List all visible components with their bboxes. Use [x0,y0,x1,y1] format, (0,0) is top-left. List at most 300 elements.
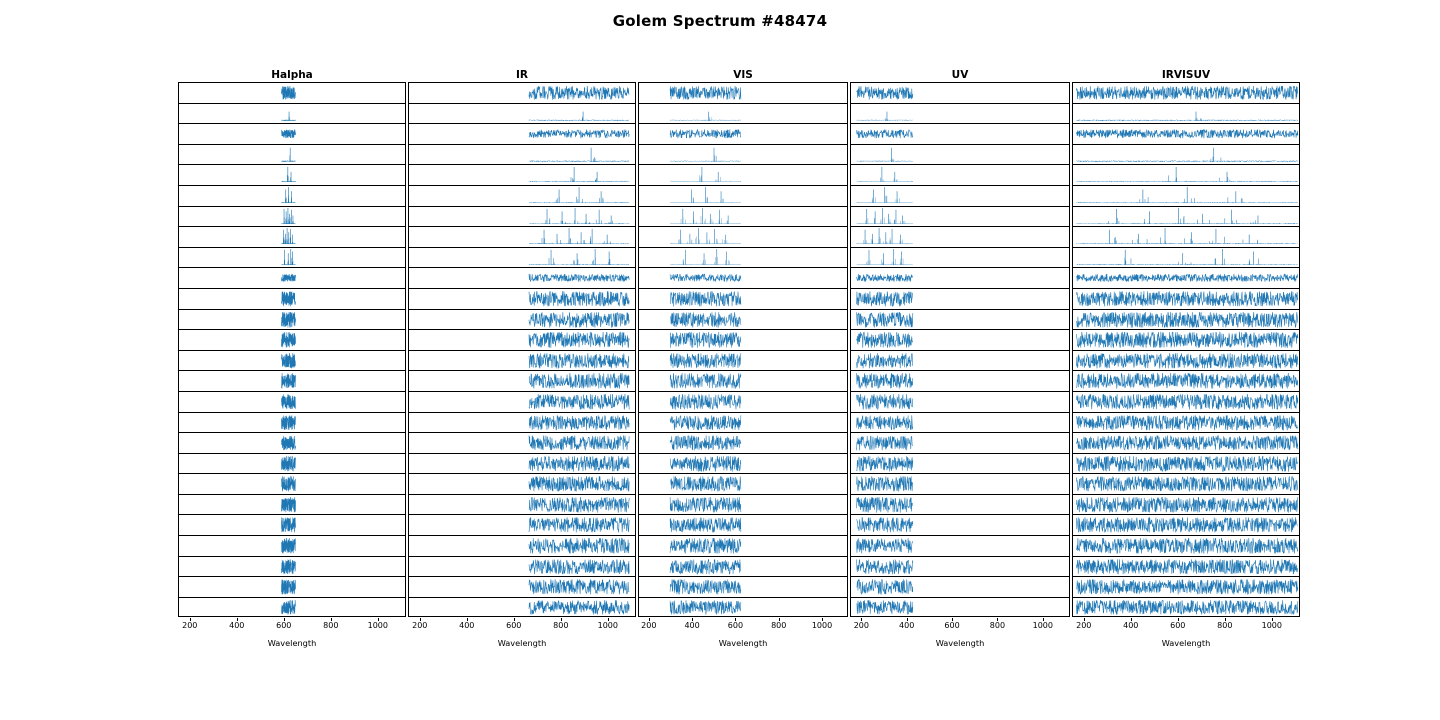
spectrum-trace [851,330,1069,350]
spectrum-panel [1072,309,1300,330]
spectrum-panel [638,453,848,474]
spectrum-panel [1072,514,1300,535]
spectrum-panel [1072,473,1300,494]
spectrum-trace [639,454,847,474]
spectrum-trace [851,474,1069,494]
spectrum-trace [851,371,1069,391]
spectrum-trace [409,495,635,515]
x-tick-label: 400 [899,620,915,630]
spectrum-panel [850,535,1070,556]
spectrum-panel [408,309,636,330]
column-title-halpha: Halpha [271,69,313,81]
spectrum-panel [1072,494,1300,515]
spectrum-trace [409,186,635,206]
spectrum-trace [639,474,847,494]
x-tick-label: 600 [944,620,960,630]
spectrum-trace [639,433,847,453]
spectrum-trace [409,474,635,494]
spectrum-trace [851,104,1069,124]
spectrum-trace [1073,83,1299,103]
spectrum-panel [1072,267,1300,288]
spectrum-trace [851,207,1069,227]
spectrum-trace [179,371,405,391]
spectrum-trace [639,289,847,309]
spectrum-panel [408,123,636,144]
spectrum-trace [1073,433,1299,453]
spectrum-panel [638,103,848,124]
spectrum-trace [179,165,405,185]
spectrum-panel [178,535,406,556]
spectrum-panel [638,494,848,515]
x-axis-label: Wavelength [718,637,768,648]
spectrum-panel [850,391,1070,412]
spectrum-panel [178,164,406,185]
x-tick-label: 600 [727,620,744,630]
spectrum-trace [179,413,405,433]
spectrum-trace [409,392,635,412]
spectrum-trace [851,351,1069,371]
spectrum-trace [1073,474,1299,494]
spectrum-trace [179,515,405,535]
spectrum-panel [638,473,848,494]
spectrum-trace [409,371,635,391]
spectrum-trace [851,454,1069,474]
spectrum-trace [179,330,405,350]
spectrum-panel [1072,206,1300,227]
spectrum-trace [851,577,1069,597]
spectrum-panel [1072,391,1300,412]
x-axis [850,618,1070,634]
spectrum-panel [850,82,1070,103]
x-tick-label: 800 [553,620,569,630]
spectrum-panel [850,412,1070,433]
spectrum-panel [408,164,636,185]
spectrum-panel [850,576,1070,597]
spectrum-trace [1073,413,1299,433]
spectrum-trace [1073,186,1299,206]
spectrum-panel [408,103,636,124]
spectrum-panel [1072,144,1300,165]
spectrum-panel [850,494,1070,515]
spectrum-trace [1073,536,1299,556]
panel-stack [1072,82,1300,618]
spectrum-panel [408,350,636,371]
spectrum-panel [178,556,406,577]
spectrum-trace [851,289,1069,309]
spectrum-trace [1073,454,1299,474]
x-tick-label: 600 [276,620,292,630]
spectrum-trace [179,598,405,617]
spectrum-trace [851,186,1069,206]
x-tick-label: 400 [1123,620,1139,630]
spectrum-trace [179,577,405,597]
x-tick-label: 200 [853,620,869,630]
spectrum-trace [179,145,405,165]
spectrum-trace [409,165,635,185]
spectrum-panel [178,514,406,535]
spectrum-trace [179,495,405,515]
spectrum-panel [850,226,1070,247]
spectrum-panel [178,576,406,597]
spectrum-column-irvisuv [1072,68,1300,648]
spectrum-trace [639,392,847,412]
spectrum-trace [1073,227,1299,247]
spectrum-trace [409,248,635,268]
x-axis [408,618,636,634]
x-tick-label: 800 [1217,620,1233,630]
spectrum-panel [1072,185,1300,206]
spectrum-trace [179,104,405,124]
spectrum-panel [638,309,848,330]
spectrum-panel [850,432,1070,453]
spectrum-panel [178,288,406,309]
spectrum-panel [638,226,848,247]
spectrum-panel [850,164,1070,185]
spectrum-panel [408,206,636,227]
spectrum-panel [408,370,636,391]
spectrum-trace [179,207,405,227]
spectrum-trace [179,227,405,247]
spectrum-panel [178,247,406,268]
spectrum-trace [1073,330,1299,350]
spectrum-panel [178,329,406,350]
spectrum-panel [638,350,848,371]
spectrum-trace [409,289,635,309]
spectrum-panel [1072,556,1300,577]
spectrum-panel [638,370,848,391]
spectrum-panel [1072,576,1300,597]
spectrum-trace [409,227,635,247]
spectrum-trace [409,145,635,165]
spectrum-panel [408,412,636,433]
x-tick-label: 1000 [811,620,833,630]
spectrum-panel [178,597,406,618]
spectrum-panel [178,350,406,371]
spectrum-panel [638,206,848,227]
spectrum-trace [639,557,847,577]
spectrum-panel [408,535,636,556]
spectrum-trace [851,124,1069,144]
spectrum-trace [409,577,635,597]
spectrum-panel [638,144,848,165]
spectrum-trace [639,351,847,371]
spectrum-trace [409,268,635,288]
spectrum-panel [638,82,848,103]
spectrum-panel [850,309,1070,330]
spectrum-column-uv [850,68,1070,648]
panel-stack [178,82,406,618]
x-axis-label: Wavelength [935,637,985,648]
spectrum-panel [178,473,406,494]
spectrum-trace [851,248,1069,268]
spectrum-panel [850,370,1070,391]
spectrum-panel [638,247,848,268]
spectrum-trace [639,83,847,103]
spectrum-trace [639,371,847,391]
x-axis [638,618,848,634]
spectrum-trace [639,536,847,556]
spectrum-trace [409,83,635,103]
spectrum-panel [850,288,1070,309]
spectrum-panel [408,267,636,288]
spectrum-trace [179,536,405,556]
spectrum-trace [639,186,847,206]
spectrum-trace [179,454,405,474]
spectrum-trace [639,310,847,330]
spectrum-trace [409,557,635,577]
spectrum-panel [408,226,636,247]
spectrum-trace [639,413,847,433]
figure-title: Golem Spectrum #48474 [612,12,828,30]
spectrum-panel [1072,123,1300,144]
spectrum-panel [1072,82,1300,103]
spectrum-panel [850,247,1070,268]
x-tick-label: 1000 [367,620,388,630]
spectrum-panel [178,267,406,288]
x-axis [178,618,406,634]
x-tick-label: 600 [506,620,522,630]
spectrum-trace [179,268,405,288]
spectrum-trace [851,536,1069,556]
spectrum-trace [851,413,1069,433]
spectrum-trace [851,515,1069,535]
spectrum-trace [851,268,1069,288]
spectrum-panel [408,514,636,535]
spectrum-panel [1072,453,1300,474]
spectrum-trace [639,495,847,515]
spectrum-panel [408,329,636,350]
spectrum-panel [178,82,406,103]
x-tick-label: 800 [771,620,787,630]
spectrum-panel [178,309,406,330]
spectrum-trace [179,289,405,309]
spectrum-panel [178,370,406,391]
spectrum-trace [1073,207,1299,227]
x-axis [1072,618,1300,634]
spectrum-trace [1073,145,1299,165]
spectrum-panel [1072,350,1300,371]
spectrum-trace [1073,104,1299,124]
x-tick-label: 800 [989,620,1006,630]
spectrum-trace [851,83,1069,103]
spectrum-panel [850,453,1070,474]
spectrum-panel [638,288,848,309]
spectrum-panel [178,432,406,453]
spectrum-panel [408,494,636,515]
x-tick-label: 200 [182,620,198,630]
spectrum-trace [639,515,847,535]
spectrum-panel [178,391,406,412]
spectrum-trace [1073,310,1299,330]
spectrum-panel [178,453,406,474]
spectrum-panel [850,473,1070,494]
spectrum-panel [1072,247,1300,268]
x-tick-label: 200 [412,620,428,630]
x-axis-label: Wavelength [497,637,547,648]
spectrum-panel [638,514,848,535]
spectrum-trace [851,598,1069,617]
x-tick-label: 400 [684,620,700,630]
x-axis-label: Wavelength [267,637,317,648]
column-title-ir: IR [516,69,528,81]
spectrum-panel [178,494,406,515]
spectrum-panel [178,123,406,144]
spectrum-trace [1073,124,1299,144]
x-tick-label: 1000 [1032,620,1053,630]
spectrum-trace [1073,351,1299,371]
spectrum-panel [638,329,848,350]
spectrum-trace [851,495,1069,515]
spectrum-panel [638,185,848,206]
spectrum-trace [1073,248,1299,268]
spectrum-trace [851,392,1069,412]
spectrum-panel [408,576,636,597]
panel-stack [638,82,848,618]
spectrum-trace [851,165,1069,185]
spectrum-panel [850,144,1070,165]
spectrum-trace [639,104,847,124]
spectrum-panel [178,103,406,124]
spectrum-trace [1073,557,1299,577]
x-tick-label: 200 [1076,620,1092,630]
spectrum-panel [850,206,1070,227]
spectrum-trace [409,207,635,227]
spectrum-panel [178,206,406,227]
spectrum-trace [639,165,847,185]
spectrum-trace [179,351,405,371]
spectrum-trace [639,227,847,247]
spectrum-panel [850,514,1070,535]
spectrum-trace [639,248,847,268]
spectrum-panel [638,556,848,577]
spectrum-trace [179,433,405,453]
x-tick-label: 600 [1170,620,1186,630]
spectrum-panel [850,597,1070,618]
spectrum-panel [408,391,636,412]
x-tick-label: 1000 [597,620,618,630]
spectrum-trace [179,186,405,206]
x-tick-label: 400 [229,620,245,630]
column-title-irvisuv: IRVISUV [1161,69,1211,81]
spectrum-trace [1073,598,1299,617]
x-tick-label: 1000 [1261,620,1282,630]
spectrum-panel [850,267,1070,288]
spectrum-panel [408,185,636,206]
spectrum-panel [408,432,636,453]
spectrum-trace [851,227,1069,247]
spectrum-trace [639,598,847,617]
spectrum-panel [638,576,848,597]
spectrum-panel [1072,329,1300,350]
spectrum-panel [1072,164,1300,185]
spectrum-trace [179,83,405,103]
spectrum-trace [639,207,847,227]
spectrum-trace [409,536,635,556]
spectrum-panel [638,164,848,185]
spectrum-trace [639,330,847,350]
spectrum-trace [179,557,405,577]
spectrum-panel [638,597,848,618]
spectrum-trace [851,145,1069,165]
spectrum-panel [1072,370,1300,391]
spectrum-trace [851,310,1069,330]
spectrum-trace [409,515,635,535]
spectrum-trace [1073,392,1299,412]
panel-stack [850,82,1070,618]
spectrum-panel [1072,103,1300,124]
spectrum-panel [850,329,1070,350]
spectrum-trace [179,248,405,268]
spectrum-panel [408,288,636,309]
spectrum-trace [1073,165,1299,185]
spectrum-panel [178,412,406,433]
spectrum-panel [178,144,406,165]
spectrum-trace [409,433,635,453]
spectrum-panel [850,350,1070,371]
spectrum-panel [850,556,1070,577]
spectrum-panel [638,535,848,556]
x-tick-label: 800 [323,620,339,630]
spectrum-panel [638,123,848,144]
spectrum-trace [179,474,405,494]
x-axis-label: Wavelength [1161,637,1211,648]
spectrum-trace [409,413,635,433]
spectrum-panel [178,226,406,247]
spectrum-panel [638,412,848,433]
spectrum-trace [409,310,635,330]
spectrum-panel [638,432,848,453]
spectrum-trace [179,124,405,144]
spectrum-panel [850,185,1070,206]
x-tick-label: 400 [459,620,475,630]
spectrum-trace [1073,371,1299,391]
spectrum-panel [1072,597,1300,618]
spectrum-trace [639,577,847,597]
spectrum-panel [1072,432,1300,453]
column-title-vis: VIS [733,69,753,81]
spectrum-trace [1073,268,1299,288]
spectrum-panel [408,473,636,494]
spectrum-trace [409,598,635,617]
spectrum-trace [851,433,1069,453]
spectrum-column-vis [638,68,848,648]
spectrum-trace [409,124,635,144]
spectrum-panel [408,144,636,165]
spectrum-column-ir [408,68,636,648]
spectrum-panel [638,267,848,288]
spectrum-panel [408,82,636,103]
spectrum-trace [409,330,635,350]
spectrum-trace [409,454,635,474]
column-title-uv: UV [951,69,969,81]
spectrum-panel [850,103,1070,124]
spectrum-trace [639,124,847,144]
spectrum-trace [409,351,635,371]
spectrum-trace [409,104,635,124]
spectrum-panel [1072,535,1300,556]
x-tick-label: 200 [641,620,657,630]
spectrum-column-halpha [178,68,406,648]
spectrum-trace [179,392,405,412]
spectrum-panel [408,556,636,577]
spectrum-trace [1073,289,1299,309]
spectrum-panel [638,391,848,412]
spectrum-panel [408,247,636,268]
spectrum-panel [1072,226,1300,247]
spectrum-trace [639,268,847,288]
spectrum-panel [408,453,636,474]
spectrum-panel [1072,288,1300,309]
